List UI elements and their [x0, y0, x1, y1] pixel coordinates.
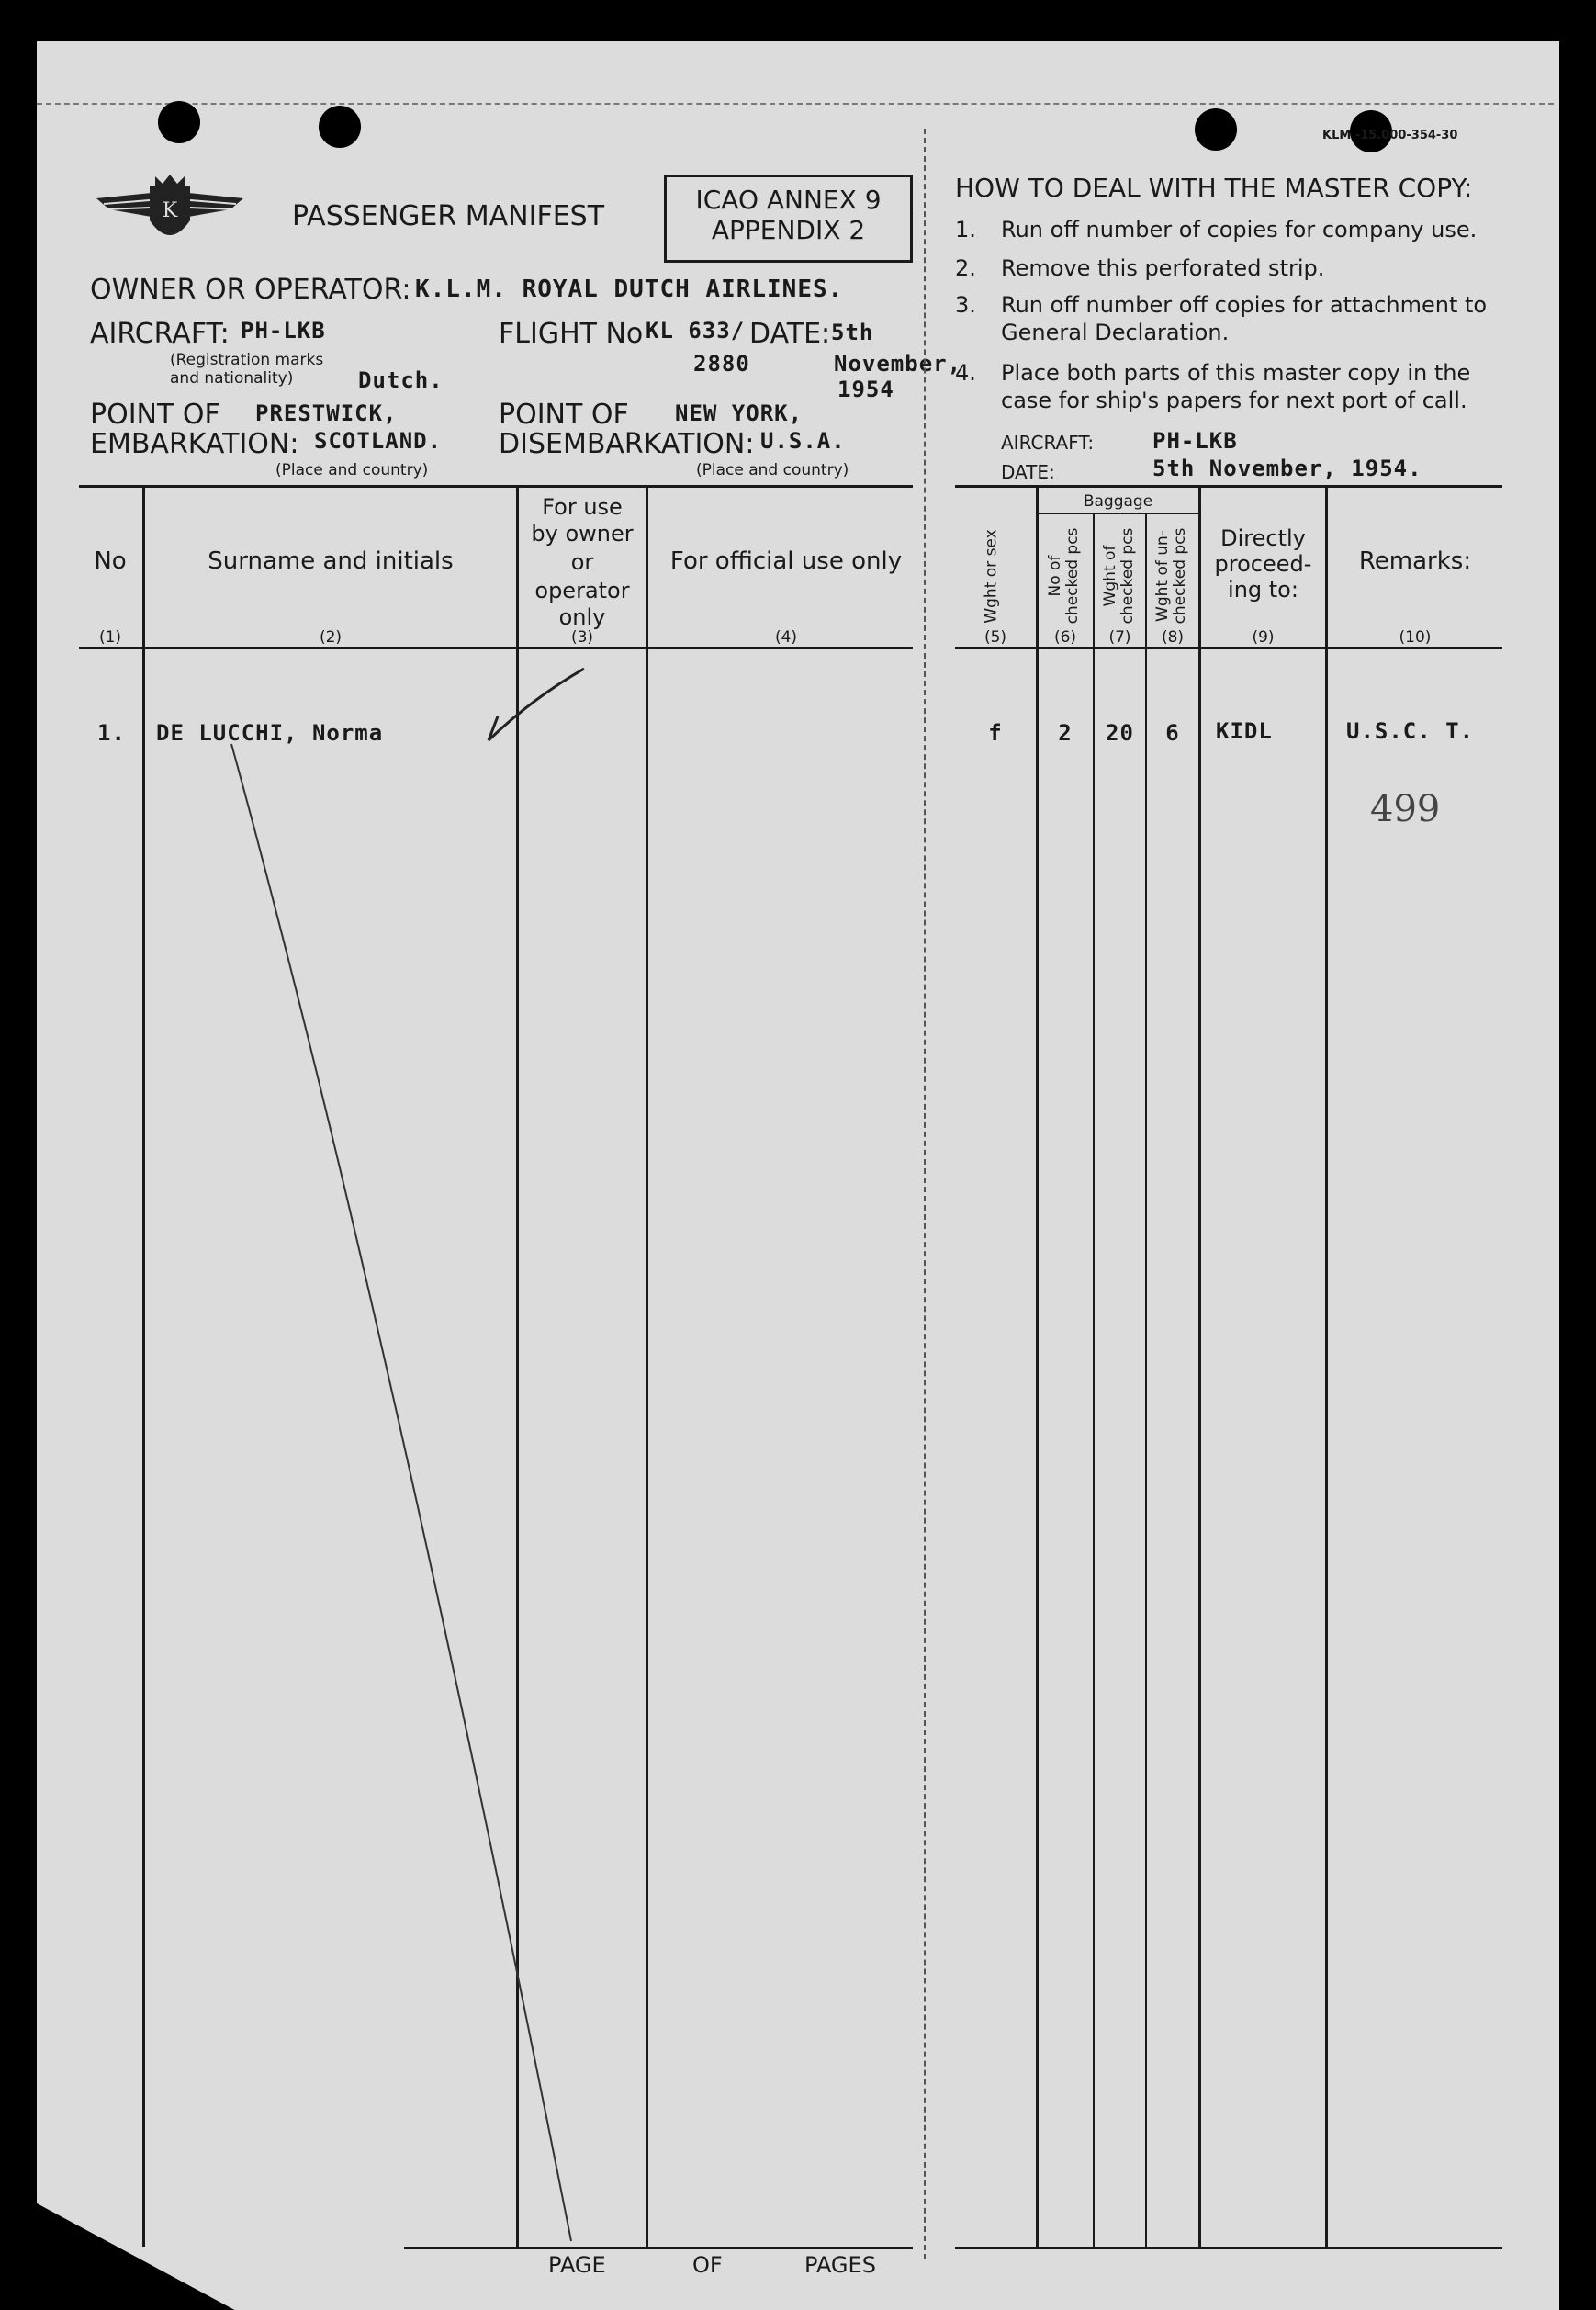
col-header-owner-5: only: [558, 604, 606, 630]
page-title: PASSENGER MANIFEST: [292, 200, 605, 232]
flight-label: FLIGHT No: [499, 318, 644, 350]
disembarkation-country: U.S.A.: [760, 428, 846, 454]
aircraft-note-2: and nationality): [170, 369, 294, 388]
footer-of: OF: [692, 2252, 723, 2278]
right-aircraft-label: AIRCRAFT:: [1001, 432, 1095, 454]
unchecked-wght-line-2: checked pcs: [1171, 527, 1189, 625]
checked-wght-line-2: checked pcs: [1118, 527, 1137, 625]
instruction-3-num: 3.: [955, 292, 976, 318]
embarkation-city: PRESTWICK,: [255, 400, 398, 426]
footer-pages: PAGES: [804, 2252, 876, 2278]
col-header-proceeding-1: Directly: [1220, 525, 1306, 551]
flight-date-year: 1954: [837, 377, 894, 402]
instruction-1-num: 1.: [955, 217, 976, 242]
disembarkation-city: NEW YORK,: [675, 400, 804, 426]
instruction-4-text-2: case for ship's papers for next port of call.: [1001, 388, 1467, 413]
aircraft-note-1: (Registration marks: [170, 351, 324, 369]
instruction-1-text: Run off number of copies for company use.: [1001, 217, 1478, 242]
aircraft-nationality: Dutch.: [358, 367, 444, 393]
check-mark-icon: [489, 669, 584, 740]
col-number: (7): [1108, 628, 1131, 647]
col-number: (5): [983, 628, 1007, 647]
icao-line-1: ICAO ANNEX 9: [695, 185, 882, 215]
passenger-no: 1.: [97, 720, 126, 746]
col-number: (10): [1399, 628, 1432, 647]
col-header-surname: Surname and initials: [208, 547, 454, 575]
disembarkation-label-2: DISEMBARKATION:: [499, 428, 755, 460]
col-number: (9): [1252, 628, 1275, 647]
disembarkation-note: (Place and country): [696, 461, 849, 479]
passenger-checked-wght: 20: [1106, 720, 1134, 746]
col-header-proceeding-2: proceed-: [1214, 551, 1312, 577]
col-number: (1): [98, 628, 122, 647]
aircraft-label: AIRCRAFT:: [90, 318, 230, 350]
instruction-4-text-1: Place both parts of this master copy in the: [1001, 360, 1471, 386]
col-number: (3): [570, 628, 594, 647]
footer-page: PAGE: [548, 2252, 606, 2278]
col-header-weight-sex: Wght or sex: [982, 529, 1001, 624]
instruction-3-text-2: General Declaration.: [1001, 320, 1230, 345]
flight-date-month: November,: [834, 351, 962, 377]
form-code: KLM -15.000-354-30: [1322, 129, 1458, 142]
right-date-value: 5th November, 1954.: [1152, 456, 1422, 481]
instruction-3-text-1: Run off number off copies for attachment to: [1001, 292, 1488, 318]
col-number: (6): [1053, 628, 1077, 647]
owner-value: K.L.M. ROYAL DUTCH AIRLINES.: [415, 276, 844, 303]
checked-pcs-line-1: No of: [1046, 555, 1064, 597]
instruction-2-num: 2.: [955, 255, 976, 281]
passenger-sex: f: [988, 720, 1003, 746]
disembarkation-label-1: POINT OF: [499, 399, 629, 431]
right-aircraft-value: PH-LKB: [1152, 428, 1238, 454]
col-header-owner-3: or: [570, 549, 594, 575]
col-header-proceeding-3: ing to:: [1228, 577, 1298, 603]
owner-label: OWNER OR OPERATOR:: [90, 274, 411, 306]
instruction-2-text: Remove this perforated strip.: [1001, 255, 1325, 281]
passenger-unchecked-wght: 6: [1165, 720, 1180, 746]
checked-wght-line-1: Wght of: [1101, 545, 1119, 607]
embarkation-label-2: EMBARKATION:: [90, 428, 299, 460]
passenger-destination: KIDL: [1216, 718, 1273, 744]
embarkation-label-1: POINT OF: [90, 399, 220, 431]
flight-date-day: 5th: [831, 320, 874, 345]
flight-number: KL 633/: [646, 318, 746, 344]
passenger-checked-pcs: 2: [1058, 720, 1073, 746]
flight-sub-number: 2880: [693, 351, 750, 377]
col-number: (4): [774, 628, 798, 647]
svg-text:K: K: [162, 199, 178, 222]
instruction-4-num: 4.: [955, 360, 976, 386]
checked-pcs-line-2: checked pcs: [1063, 527, 1082, 625]
right-date-label: DATE:: [1001, 461, 1055, 483]
icao-line-2: APPENDIX 2: [711, 215, 866, 245]
stamp-number: 499: [1370, 788, 1441, 830]
col-number: (8): [1161, 628, 1185, 647]
date-label: DATE:: [749, 318, 831, 350]
pencil-stroke: [231, 744, 571, 2241]
unchecked-wght-line-1: Wght of un-: [1153, 530, 1172, 622]
col-header-official: For official use only: [669, 547, 903, 575]
col-header-owner-4: operator: [534, 578, 630, 603]
col-header-no: No: [94, 547, 127, 575]
instructions-title: HOW TO DEAL WITH THE MASTER COPY:: [955, 173, 1473, 203]
col-header-owner-2: by owner: [531, 521, 634, 547]
col-header-baggage: Baggage: [1083, 492, 1153, 511]
col-number: (2): [319, 628, 343, 647]
embarkation-note: (Place and country): [275, 461, 429, 479]
passenger-remarks: U.S.C. T.: [1346, 718, 1475, 744]
aircraft-value: PH-LKB: [241, 318, 326, 344]
col-header-remarks: Remarks:: [1358, 547, 1472, 575]
passenger-name: DE LUCCHI, Norma: [156, 720, 384, 746]
col-header-owner-1: For use: [542, 494, 623, 520]
embarkation-country: SCOTLAND.: [314, 428, 443, 454]
